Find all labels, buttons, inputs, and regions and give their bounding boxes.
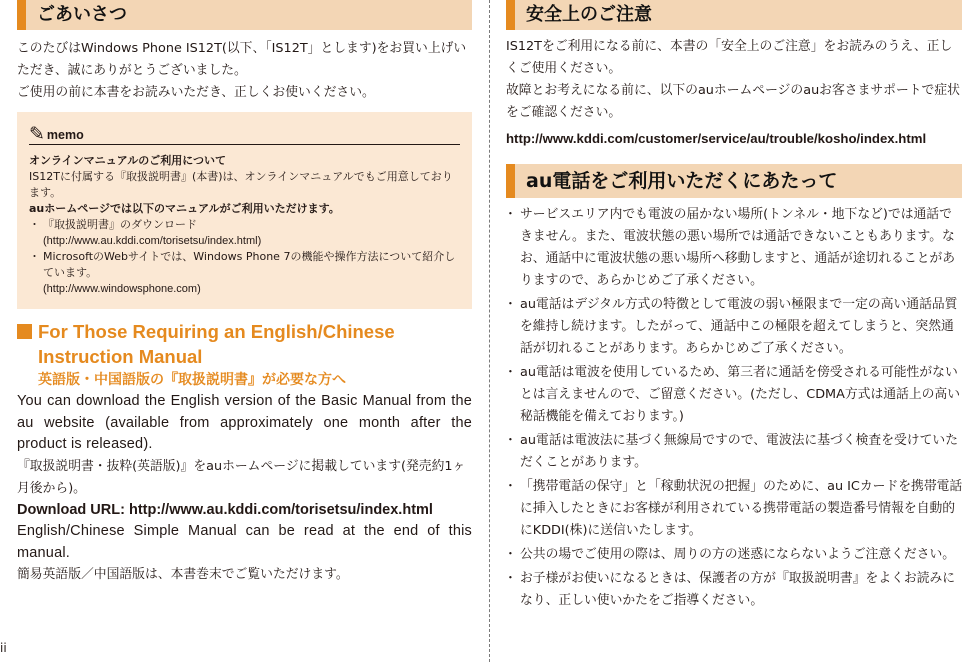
usage-heading: au電話をご利用いただくにあたって	[506, 164, 962, 198]
greeting-paragraph-1: このたびはWindows Phone IS12T(以下、「IS12T」とします)をお買い上げいただき、誠にありがとうございました。	[17, 41, 467, 78]
memo-list-item	[29, 249, 460, 297]
english-heading-line-1: For Those Requiring an English/Chinese	[38, 321, 395, 342]
safety-paragraph-1: IS12Tをご利用になる前に、本書の「安全上のご注意」をお読みのうえ、正しくご使用ください。	[506, 39, 953, 76]
usage-item: ・ au電話はデジタル方式の特徴として電波の弱い極限まで一定の高い通話品質を維持し続けます。したがって、通話中この極限を超えてしまうと、突然通話が切れることがあります。あらかじめご了承ください。	[506, 294, 962, 360]
memo-item-url[interactable]: (http://www.windowsphone.com)	[43, 283, 201, 295]
greeting-paragraph-2: ご使用の前に本書をお読みいただき、正しくお使いください。	[17, 85, 375, 100]
right-column	[506, 0, 962, 612]
column-divider	[489, 0, 490, 662]
japanese-paragraph-download: 『取扱説明書・抜粋(英語版)』をauホームページに掲載しています(発売約1ヶ月後から)。	[17, 458, 466, 496]
page-number: ii	[0, 641, 7, 655]
memo-list-item	[29, 217, 460, 249]
memo-item-text: 『取扱説明書』のダウンロード	[43, 218, 197, 231]
left-column	[17, 0, 472, 586]
greeting-heading: ごあいさつ	[17, 0, 472, 30]
usage-item: ・ 「携帯電話の保守」と「稼動状況の把握」のために、au ICカードを携帯電話に挿入したときにお客様が利用されている携帯電話の製造番号情報を自動的にKDDI(株)に送信いたします。	[506, 476, 962, 542]
usage-item: ・ 公共の場でご使用の際は、周りの方の迷惑にならないようご注意ください。	[506, 544, 962, 566]
usage-list	[506, 204, 962, 612]
memo-label: memo	[46, 128, 84, 142]
pencil-icon: ✎	[29, 123, 45, 145]
english-paragraph-download: You can download the English version of the Basic Manual from the au website (available from approximately one month after the product is released).	[17, 393, 472, 452]
english-heading-line-2: Instruction Manual	[38, 346, 203, 367]
memo-item-text: MicrosoftのWebサイトでは、Windows Phone 7の機能や操作方法について紹介しています。	[43, 250, 456, 279]
download-url[interactable]: Download URL: http://www.au.kddi.com/torisetsu/index.html	[17, 501, 433, 518]
memo-list	[29, 217, 460, 297]
safety-paragraph-2: 故障とお考えになる前に、以下のauホームページのauお客さまサポートで症状をご確認ください。	[506, 83, 960, 120]
usage-item: ・ au電話は電波を使用しているため、第三者に通話を傍受される可能性がないとは言えませんので、ご留意ください。(ただし、CDMA方式は通話上の高い秘話機能を備えております。)	[506, 362, 962, 428]
usage-item: ・ au電話は電波法に基づく無線局ですので、電波法に基づく検査を受けていただくことがあります。	[506, 430, 962, 474]
safety-heading: 安全上のご注意	[506, 0, 962, 30]
usage-item: ・ お子様がお使いになるときは、保護者の方が『取扱説明書』をよくお読みになり、正しい使いかたをご指導ください。	[506, 568, 962, 612]
memo-item-url[interactable]: (http://www.au.kddi.com/torisetsu/index.html)	[43, 235, 262, 247]
memo-heading-online-manual: オンラインマニュアルのご利用について	[29, 154, 227, 167]
memo-heading-au-homepage: auホームページでは以下のマニュアルがご利用いただけます。	[29, 202, 340, 215]
support-url[interactable]: http://www.kddi.com/customer/service/au/trouble/kosho/index.html	[506, 131, 927, 146]
english-heading-japanese: 英語版・中国語版の『取扱説明書』が必要な方へ	[38, 372, 346, 388]
japanese-paragraph-simple-manual: 簡易英語版／中国語版は、本書巻末でご覧いただけます。	[17, 567, 349, 582]
english-paragraph-simple-manual: English/Chinese Simple Manual can be read at the end of this manual.	[17, 523, 472, 561]
square-bullet-icon	[17, 324, 32, 339]
english-manual-heading	[17, 319, 472, 391]
usage-item: ・ サービスエリア内でも電波の届かない場所(トンネル・地下など)では通話できません。また、電波状態の悪い場所では通話できないこともあります。なお、通話中に電波状態の悪い場所へ移動しますと、通話が途切れることがありますので、あらかじめご了承ください。	[506, 204, 962, 292]
memo-box	[17, 112, 472, 309]
memo-title	[29, 122, 460, 145]
memo-text-online-manual: IS12Tに付属する『取扱説明書』(本書)は、オンラインマニュアルでもご用意しております。	[29, 170, 453, 199]
